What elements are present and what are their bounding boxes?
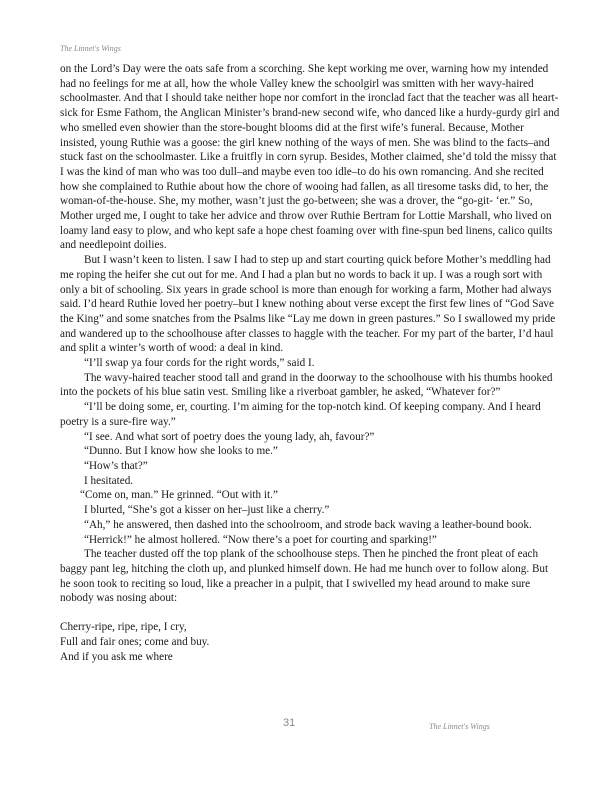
verse-line: And if you ask me where <box>60 651 173 664</box>
running-head-title: The Linnet's Wings <box>60 44 121 53</box>
paragraph: “How’s that?” <box>84 459 148 472</box>
paragraph: I hesitated. <box>84 474 134 487</box>
paragraph: “I see. And what sort of poetry does the young lady, ah, favour?” <box>84 430 375 443</box>
paragraph: I blurted, “She’s got a kisser on her–just like a cherry.” <box>84 504 330 517</box>
body-text <box>60 62 561 665</box>
paragraph: “Ah,” he answered, then dashed into the schoolroom, and strode back waving a leather-bound book. <box>84 518 532 531</box>
paragraph: “Herrick!” he almost hollered. “Now there’s a poet for courting and sparking!” <box>84 533 437 546</box>
verse-line: Full and fair ones; come and buy. <box>60 636 210 649</box>
paragraph: “Dunno. But I know how she looks to me.” <box>84 445 278 458</box>
paragraph: “I’ll swap ya four cords for the right words,” said I. <box>84 357 315 370</box>
paragraph: “I’ll be doing some, er, courting. I’m aiming for the top-notch kind. Of keeping company. And I heard poetry is a sure-fire way.” <box>60 401 541 428</box>
verse-line: Cherry-ripe, ripe, ripe, I cry, <box>60 621 187 634</box>
paragraph: But I wasn’t keen to listen. I saw I had to step up and start courting quick before Mother’s meddling had me roping the heifer she cut out for me. And I had a plan but no words to back it up. I was a rough sort with only a bit of schooling. Six years in grade school is more than enough for working a farm, Mother had always said. I’d heard Ruthie loved her poetry–but I knew nothing about verse except the first few lines of “God Save the King” and some snatches from the Psalms like “Lay me down in green pastures.” So I swallowed my pride and wandered up to the schoolhouse after classes to haggle with the teacher. For my part of the barter, I’d haul and split a winter’s worth of wood: a deal in kind. <box>60 254 556 355</box>
paragraph: The wavy-haired teacher stood tall and grand in the doorway to the schoolhouse with his thumbs hooked into the pockets of his blue satin vest. Smiling like a riverboat gambler, he asked, “Whatever for?” <box>60 371 553 399</box>
paragraph: “Come on, man.” He grinned. “Out with it.” <box>80 489 278 502</box>
page-number: 31 <box>283 717 296 729</box>
paragraph: The teacher dusted off the top plank of the schoolhouse steps. Then he pinched the front pleat of each baggy pant leg, hitching the cloth up, and plunked himself down. He had me hunch over to follow along. But he soon took to reciting so loud, like a preacher in a pulpit, that I swivelled my head around to make sure nobody was nosing about: <box>60 548 549 605</box>
footer-title: The Linnet's Wings <box>429 722 490 731</box>
poem-excerpt <box>60 620 561 665</box>
paragraph-continuation: on the Lord’s Day were the oats safe from a scorching. She kept working me over, warning how my intended had no feelings for me at all, how the whole Valley knew the schoolgirl was smitten with her wavy-haired schoolmaster. And that I should take neither hope nor comfort in the ironclad fact that the teacher was all heart-sick for Esme Fathom, the Anglican Minister’s brand-new second wife, who danced like a hurdy-gurdy girl and who smelled even showier than the store-bought blooms did at the first wife’s funeral. Because, Mother insisted, young Ruthie was a goose: the girl knew nothing of the ways of men. She was blind to the facts–and stuck fast on the schoolmaster. Like a fruitfly in corn syrup. Besides, Mother claimed, she’d told the missy that I was the kind of man who was too dull–and maybe even too idle–to do his own romancing. And she recited how she complained to Ruthie about how the chore of wooing had fallen, as all tiresome tasks did, to her, the woman-of-the-house. She, my mother, wasn’t just the go-between; she was a drover, the “go-git- ‘er.” So, Mother urged me, I ought to take her advice and throw over Ruthie Bertram for Lottie Marshall, who lived on loamy land easy to plow, and who kept safe a hope chest foaming over with fine-spun bed linens, calico quilts and needlepoint doilies. <box>60 63 560 252</box>
